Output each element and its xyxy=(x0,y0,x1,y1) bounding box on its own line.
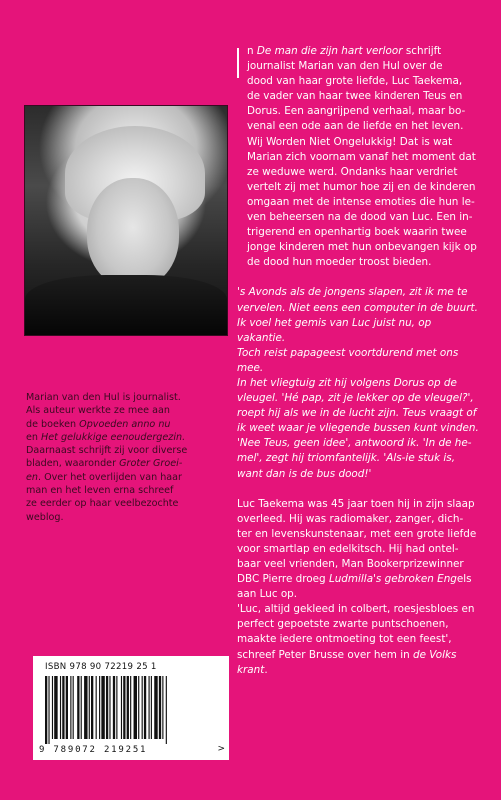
bio-line: en Het gelukkige eenoudergezin. xyxy=(26,431,186,443)
barcode-bar xyxy=(151,676,152,739)
blurb-line: jonge kinderen met hun onbevangen kijk op xyxy=(247,241,477,254)
barcode-bar xyxy=(66,676,68,739)
blurb-line: want dan is de bus dood!' xyxy=(237,467,372,480)
barcode-bar xyxy=(84,676,87,739)
barcode-bar xyxy=(109,676,110,739)
barcode-bar xyxy=(73,676,74,739)
barcode-digits: 9 789072 219251 xyxy=(39,745,148,755)
bio-line: Als auteur werkte ze mee aan xyxy=(26,405,170,417)
barcode-bar xyxy=(54,676,57,739)
blurb-paragraph-luc xyxy=(237,497,481,678)
barcode-bar xyxy=(48,676,49,744)
barcode-bar xyxy=(106,676,108,739)
barcode-bar xyxy=(123,676,125,739)
blurb-line: de vader van haar twee kinderen Teus en xyxy=(247,90,463,103)
bio-line: bladen, waaronder Groter Groei- xyxy=(26,458,183,470)
barcode-bar xyxy=(81,676,82,739)
barcode-chevron: > xyxy=(217,744,225,754)
bio-line: en. Over het overlijden van haar xyxy=(26,471,182,483)
blurb-line: 'Luc, altijd gekleed in colbert, roesjesbloes en xyxy=(237,603,475,616)
blurb-line: aan Luc op. xyxy=(237,588,298,601)
blurb-line: krant. xyxy=(237,663,268,676)
blurb-line: omgaan met de intense emoties die hun le- xyxy=(247,195,475,208)
blurb-line: 's Avonds als de jongens slapen, zit ik me te xyxy=(237,286,468,299)
blurb-line: vertelt zij met humor hoe zij en de kinderen xyxy=(247,180,476,193)
blurb-line: Toch reist papageest voortdurend met ons mee. xyxy=(237,346,459,374)
bio-line: Marian van den Hul is journalist. xyxy=(26,392,181,403)
isbn-label: ISBN 978 90 72219 25 1 xyxy=(45,662,157,672)
barcode-bar xyxy=(45,676,47,744)
blurb-line: ik weet waar je vliegende bussen kunt vinden. xyxy=(237,422,479,435)
barcode-bar xyxy=(101,676,104,739)
barcode-bar xyxy=(77,676,79,739)
barcode-bar xyxy=(62,676,64,739)
barcode-bar xyxy=(149,676,150,739)
barcode-bar xyxy=(159,676,161,739)
blurb-line: roept hij als we in de lucht zijn. Teus vraagt of xyxy=(237,407,477,420)
blurb-line: Marian zich voornam vanaf het moment dat xyxy=(247,150,476,163)
blurb-line: Ik voel het gemis van Luc juist nu, op vakantie. xyxy=(237,316,432,344)
blurb-line: Wij Worden Niet Ongelukkig! Dat is wat xyxy=(247,135,453,148)
blurb-line: baar veel vrienden, Man Bookerprizewinner xyxy=(237,558,464,570)
blurb-paragraph-intro xyxy=(237,44,481,270)
blurb-line: vleugel. 'Hé pap, zit je lekker op de vleugel?', xyxy=(237,392,474,405)
barcode-bar xyxy=(116,676,117,739)
barcode-bar xyxy=(113,676,115,739)
blurb-line: n De man die zijn hart verloor schrijft xyxy=(247,45,442,57)
back-cover-blurb xyxy=(237,44,481,678)
barcode-bar xyxy=(166,676,167,744)
blurb-line: In het vliegtuig zit hij volgens Dorus op de xyxy=(237,376,457,389)
author-shoulders xyxy=(25,275,227,335)
author-photo xyxy=(24,105,228,336)
blurb-line: DBC Pierre droeg Ludmilla's gebroken Engels xyxy=(237,573,472,586)
barcode-bar xyxy=(138,676,139,739)
blurb-line: Luc Taekema was 45 jaar toen hij in zijn slaap xyxy=(237,497,475,510)
barcode-bar xyxy=(121,676,122,739)
blurb-line: mel', zegt hij triomfantelijk. 'Als-ie stuk is, xyxy=(237,452,456,465)
barcode-bar xyxy=(89,676,90,739)
barcode-bar xyxy=(144,676,146,739)
barcode-bar xyxy=(130,676,131,739)
blurb-line: ter en levenskunstenaar, met een grote liefde xyxy=(237,527,477,540)
bio-line: ze eerder op haar veelbezochte xyxy=(26,498,179,510)
blurb-line: trigerend en openhartig boek waarin twee xyxy=(247,226,467,239)
blurb-line: vervelen. Niet eens een computer in de buurt. xyxy=(237,301,478,314)
barcode-bar xyxy=(96,676,97,739)
blurb-line: dood van haar grote liefde, Luc Taekema, xyxy=(247,75,463,88)
blurb-line: ven beheersen na de dood van Luc. Een in- xyxy=(247,211,473,224)
blurb-line: perfect gepoetste zwarte puntschoenen, xyxy=(237,618,449,631)
barcode-bar xyxy=(154,676,157,739)
blurb-line: overleed. Hij was radiomaker, zanger, dich- xyxy=(237,512,464,525)
barcode-bar xyxy=(91,676,93,739)
blurb-paragraph-excerpt xyxy=(237,285,481,481)
barcode-bars xyxy=(45,676,217,744)
blurb-line: schreef Peter Brusse over hem in de Volks xyxy=(237,648,457,661)
barcode-bar xyxy=(70,676,71,739)
author-bio xyxy=(26,391,231,524)
barcode-bar xyxy=(127,676,129,739)
barcode-bar xyxy=(142,676,143,739)
blurb-line: 'Nee Teus, geen idee', antwoord ik. 'In de he- xyxy=(237,437,472,450)
barcode-bar xyxy=(162,676,163,739)
barcode-bar xyxy=(52,676,53,739)
barcode-bar xyxy=(134,676,137,739)
blurb-line: voor smartlap en edelkitsch. Hij had ontel- xyxy=(237,542,459,555)
bio-line: de boeken Opvoeden anno nu xyxy=(26,418,171,430)
blurb-line: ze weduwe werd. Ondanks haar verdriet xyxy=(247,165,458,178)
blurb-line: venal een ode aan de liefde en het leven. xyxy=(247,120,464,133)
blurb-line: maakte iedere ontmoeting tot een feest', xyxy=(237,633,452,646)
bio-line: Daarnaast schrijft zij voor diverse xyxy=(26,445,188,457)
blurb-line: Dorus. Een aangrijpend verhaal, maar bo- xyxy=(247,105,466,118)
blurb-line: de dood hun moeder troost bieden. xyxy=(247,256,432,269)
bio-line: man en het leven erna schreef xyxy=(26,485,174,497)
bio-line: weblog. xyxy=(26,511,64,523)
barcode-bar xyxy=(60,676,61,739)
blurb-line: journalist Marian van den Hul over de xyxy=(247,60,443,73)
barcode-box xyxy=(33,656,229,760)
barcode-bar xyxy=(99,676,100,739)
author-face xyxy=(87,178,179,288)
